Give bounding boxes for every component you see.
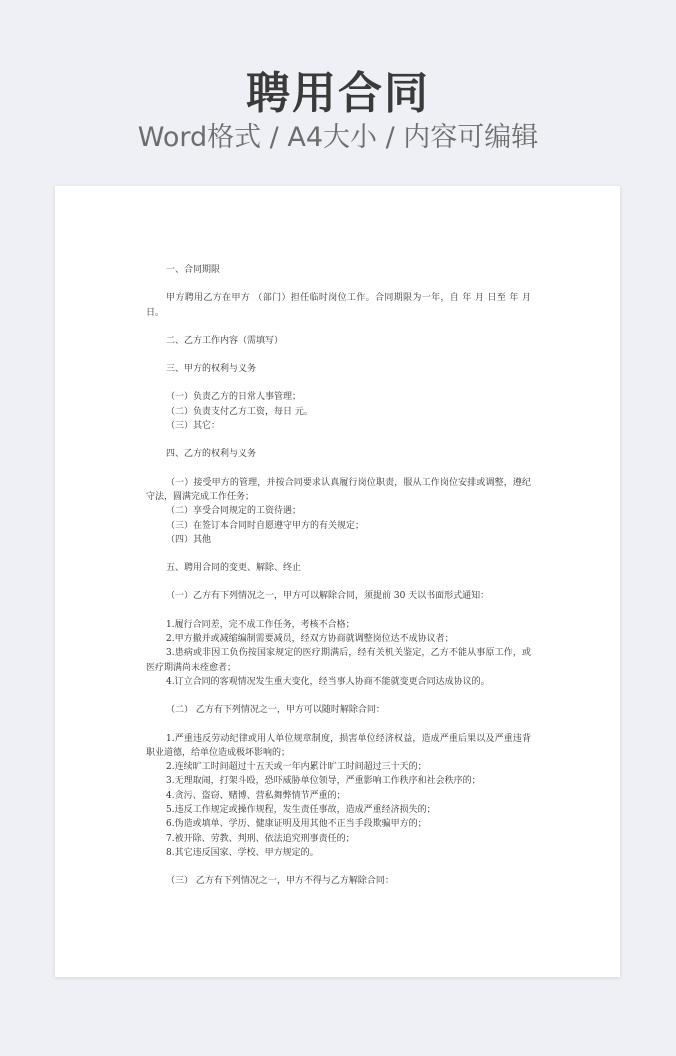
banner-subtitle: Word格式 / A4大小 / 内容可编辑 xyxy=(137,122,539,153)
subsection-intro: （一）乙方有下列情况之一，甲方可以解除合同，须提前 30 天以书面形式通知： xyxy=(166,591,490,602)
document-body xyxy=(146,263,531,889)
list-item: （二）负责支付乙方工资，每日 元。 xyxy=(166,406,313,417)
section-1-body: 甲方聘用乙方在甲方 （部门）担任临时岗位工作。合同期限为一年，自 年 月 日至 年 月 日。 xyxy=(146,293,531,318)
list-item: 4.订立合同的客观情况发生重大变化，经当事人协商不能就变更合同达成协议的。 xyxy=(166,676,490,687)
subsection-intro: （二） 乙方有下列情况之一，甲方可以随时解除合同： xyxy=(166,705,385,716)
section-heading-2: 二、乙方工作内容（需填写） xyxy=(166,335,284,346)
list-item: 5.违反工作规定或操作规程，发生责任事故，造成严重经济损失的； xyxy=(166,805,436,816)
list-item: 4.贪污、盗窃、赌博、营私舞弊情节严重的； xyxy=(166,790,346,801)
list-item: （一）接受甲方的管理，并按合同要求认真履行岗位职责，服从工作岗位安排或调整，遵纪守法，圆满完成工作任务； xyxy=(146,477,531,502)
list-item: 6.伪造或填单、学历、健康证明及用其他不正当手段欺骗甲方的； xyxy=(166,819,427,830)
list-item: 1.严重违反劳动纪律或用人单位规章制度，损害单位经济权益，造成严重后果以及严重违背职业道德，给单位造成极坏影响的； xyxy=(146,733,531,758)
list-item: （四）其他 xyxy=(166,534,212,545)
section-heading-5: 五、聘用合同的变更、解除、终止 xyxy=(166,563,302,574)
list-item: （一）负责乙方的日常人事管理； xyxy=(166,392,302,403)
list-item: 2.连续旷工时间超过十五天或一年内累计旷工时间超过三十天的； xyxy=(166,762,427,773)
list-item: 8.其它违反国家、学校、甲方规定的。 xyxy=(166,847,319,858)
banner-title: 聘用合同 xyxy=(246,68,430,119)
section-heading-3: 三、甲方的权利与义务 xyxy=(166,364,257,375)
list-item: 2.甲方撤并或减缩编制需要减员，经双方协商就调整岗位达不成协议者； xyxy=(166,634,454,645)
section-heading-1: 一、合同期限 xyxy=(166,265,221,275)
list-item: （三）其它： xyxy=(166,421,221,432)
list-item: （二）享受合同规定的工资待遇； xyxy=(166,506,302,517)
list-item: 7.被开除、劳教、判刑、依法追究刑事责任的； xyxy=(166,833,355,844)
list-item: 1.履行合同差，完不成工作任务，考核不合格； xyxy=(166,619,355,630)
list-item: 3.患病或非因工负伤按国家规定的医疗期满后，经有关机关鉴定，乙方不能从事原工作，或医疗期满尚未痊愈者； xyxy=(146,648,531,673)
list-item: （三）在签订本合同时自愿遵守甲方的有关规定； xyxy=(166,520,365,531)
section-heading-4: 四、乙方的权利与义务 xyxy=(166,449,257,460)
list-item: 3.无理取闹，打架斗殴，恐吓威胁单位领导，严重影响工作秩序和社会秩序的； xyxy=(166,776,481,787)
document-page xyxy=(55,186,620,977)
subsection-intro: （三） 乙方有下列情况之一，甲方不得与乙方解除合同： xyxy=(166,876,394,887)
